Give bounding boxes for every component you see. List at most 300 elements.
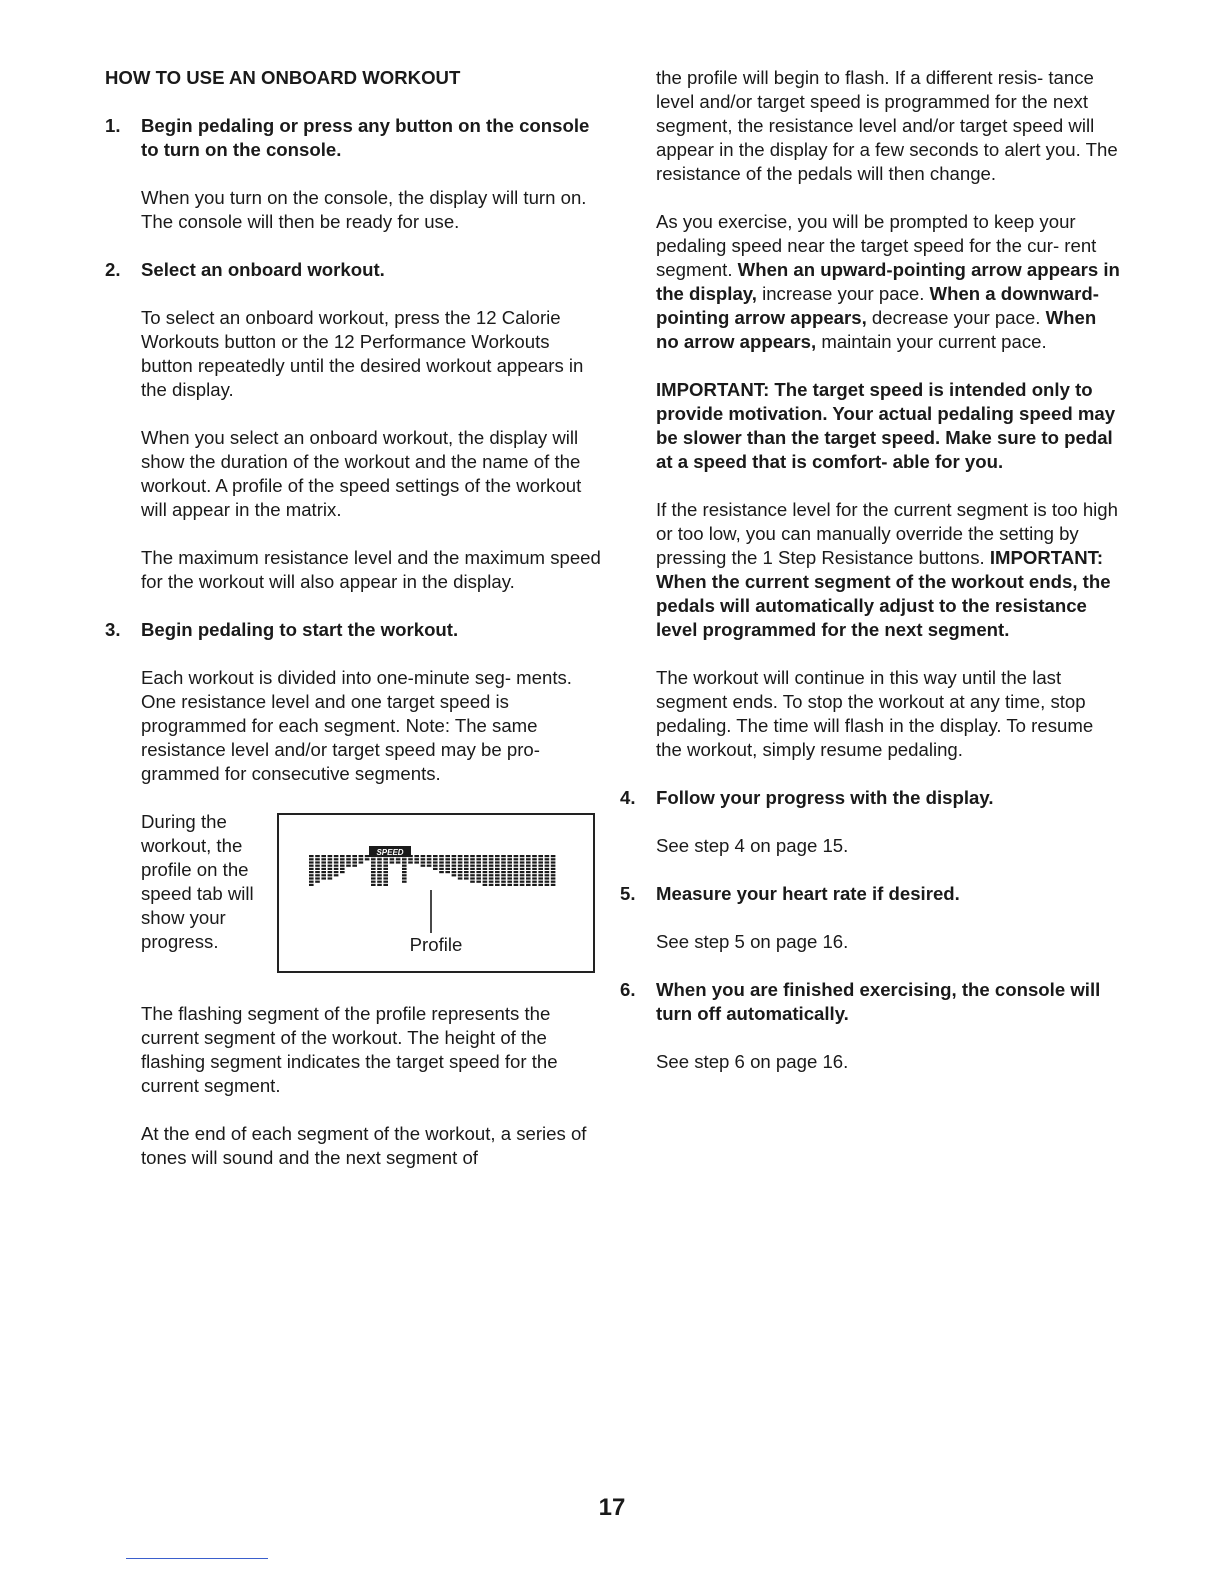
matrix-cell — [526, 861, 531, 863]
step-3-number: 3. — [105, 619, 121, 640]
step-1-title — [105, 114, 605, 162]
matrix-cell — [371, 861, 376, 863]
matrix-cell — [371, 858, 376, 860]
matrix-cell — [309, 861, 314, 863]
arrow-bold-2: When a downward-pointing arrow appears, — [656, 283, 1099, 328]
matrix-cell — [414, 861, 419, 863]
matrix-cell — [439, 868, 444, 870]
matrix-cell — [377, 865, 382, 867]
matrix-cell — [520, 865, 525, 867]
matrix-cell — [532, 855, 537, 857]
profile-label: Profile — [409, 934, 463, 955]
step-4-number: 4. — [620, 787, 636, 808]
matrix-cell — [445, 855, 450, 857]
matrix-cell — [532, 858, 537, 860]
matrix-cell — [514, 871, 519, 873]
matrix-cell — [501, 874, 506, 876]
matrix-cell — [334, 861, 339, 863]
matrix-cell — [377, 881, 382, 883]
matrix-cell — [551, 858, 556, 860]
matrix-cell — [470, 855, 475, 857]
step-6-title — [620, 978, 1120, 1026]
matrix-cell — [439, 858, 444, 860]
matrix-cell — [346, 861, 351, 863]
matrix-cell — [507, 881, 512, 883]
matrix-cell — [532, 865, 537, 867]
step-2-paragraph-2: When you select an onboard workout, the display will show the duration of the workout and the name of the workout. A profile of the speed settings of the workout will appear in the matrix. — [141, 427, 582, 520]
matrix-cell — [507, 868, 512, 870]
step-2-paragraph-3: The maximum resistance level and the maximum speed for the workout will also appear in the display. — [141, 547, 601, 592]
matrix-cell — [520, 861, 525, 863]
matrix-cell — [383, 874, 388, 876]
matrix-cell — [551, 868, 556, 870]
page-number: 17 — [598, 1494, 626, 1521]
matrix-cell — [396, 858, 401, 860]
matrix-cell — [476, 858, 481, 860]
matrix-cell — [470, 865, 475, 867]
matrix-cell — [433, 868, 438, 870]
step-6-number: 6. — [620, 979, 636, 1000]
matrix-cell — [427, 855, 432, 857]
matrix-cell — [309, 874, 314, 876]
matrix-cell — [551, 874, 556, 876]
matrix-cell — [476, 861, 481, 863]
matrix-cell — [452, 868, 457, 870]
matrix-cell — [421, 861, 426, 863]
matrix-cell — [476, 868, 481, 870]
matrix-cell — [346, 858, 351, 860]
matrix-cell — [507, 858, 512, 860]
matrix-cell — [507, 865, 512, 867]
arrow-bold-1: When an upward-pointing arrow appears in the display, — [656, 259, 1120, 304]
matrix-cell — [501, 881, 506, 883]
matrix-cell — [501, 868, 506, 870]
matrix-cell — [371, 868, 376, 870]
matrix-cell — [538, 855, 543, 857]
matrix-cell — [377, 871, 382, 873]
step-2-number: 2. — [105, 259, 121, 280]
matrix-cell — [526, 868, 531, 870]
matrix-cell — [359, 855, 364, 857]
matrix-cell — [377, 874, 382, 876]
matrix-cell — [489, 855, 494, 857]
matrix-cell — [371, 871, 376, 873]
matrix-cell — [464, 868, 469, 870]
matrix-cell — [470, 871, 475, 873]
step-6-title-text: When you are finished exercising, the console will turn off automatically. — [656, 979, 1101, 1024]
matrix-cell — [321, 877, 326, 879]
matrix-cell — [532, 884, 537, 886]
matrix-cell — [452, 861, 457, 863]
matrix-cell — [483, 861, 488, 863]
matrix-cell — [315, 855, 320, 857]
matrix-cell — [427, 865, 432, 867]
matrix-cell — [514, 874, 519, 876]
matrix-cell — [532, 868, 537, 870]
arrow-text-4: maintain your current pace. — [816, 331, 1047, 352]
matrix-cell — [458, 861, 463, 863]
matrix-cell — [346, 865, 351, 867]
matrix-cell — [520, 871, 525, 873]
matrix-cell — [476, 865, 481, 867]
matrix-cell — [315, 877, 320, 879]
matrix-cell — [421, 855, 426, 857]
arrow-text-1: As you exercise, you will be prompted to keep your pedaling speed near the target speed for the cur- rent segment. — [656, 211, 1097, 280]
matrix-cell — [507, 861, 512, 863]
matrix-cell — [532, 861, 537, 863]
matrix-cell — [309, 855, 314, 857]
matrix-cell — [545, 861, 550, 863]
matrix-cell — [321, 865, 326, 867]
matrix-cell — [507, 877, 512, 879]
matrix-cell — [445, 865, 450, 867]
matrix-cell — [551, 877, 556, 879]
step-6-paragraph: See step 6 on page 16. — [656, 1051, 849, 1072]
matrix-cell — [402, 868, 407, 870]
matrix-cell — [489, 884, 494, 886]
step-3-paragraph-2: The flashing segment of the profile represents the current segment of the workout. The height of the flashing segment indicates the target speed for the current segment. — [141, 1003, 558, 1096]
matrix-cell — [340, 865, 345, 867]
matrix-cell — [402, 871, 407, 873]
matrix-cell — [408, 861, 413, 863]
step-2-title — [105, 258, 605, 282]
matrix-cell — [427, 858, 432, 860]
matrix-cell — [538, 881, 543, 883]
matrix-cell — [315, 868, 320, 870]
matrix-cell — [433, 865, 438, 867]
matrix-cell — [371, 877, 376, 879]
matrix-cell — [315, 874, 320, 876]
matrix-cell — [464, 861, 469, 863]
matrix-cell — [421, 858, 426, 860]
matrix-cell — [495, 868, 500, 870]
matrix-cell — [321, 861, 326, 863]
matrix-cell — [402, 877, 407, 879]
footer-rule — [126, 1558, 268, 1559]
matrix-cell — [433, 858, 438, 860]
matrix-cell — [458, 858, 463, 860]
step-3-paragraph-1: Each workout is divided into one-minute seg- ments. One resistance level and one target speed is programmed for each segment. Note: The same resistance level and/or target speed may be pro- grammed for consecutive segments. — [141, 667, 572, 784]
matrix-cell — [476, 874, 481, 876]
matrix-cell — [371, 874, 376, 876]
matrix-cell — [501, 871, 506, 873]
matrix-cell — [483, 881, 488, 883]
matrix-cell — [458, 871, 463, 873]
matrix-cell — [452, 855, 457, 857]
matrix-cell — [483, 871, 488, 873]
matrix-cell — [538, 868, 543, 870]
matrix-cell — [470, 877, 475, 879]
matrix-cell — [464, 865, 469, 867]
matrix-cell — [545, 874, 550, 876]
matrix-cell — [439, 865, 444, 867]
matrix-cell — [545, 865, 550, 867]
matrix-cell — [520, 874, 525, 876]
step-3-continued-paragraph: the profile will begin to flash. If a different resis- tance level and/or target speed is programmed for the next segment, the resistance level and/or target speed will appear in the display for a few seconds to alert you. The resistance of the pedals will then change. — [656, 67, 1118, 184]
matrix-cell — [377, 877, 382, 879]
matrix-cell — [483, 874, 488, 876]
matrix-cell — [507, 855, 512, 857]
matrix-cell — [383, 877, 388, 879]
important-target-speed: IMPORTANT: The target speed is intended only to provide motivation. Your actual pedaling speed may be slower than the target speed. Make sure to pedal at a speed that is comfort- able for you. — [656, 379, 1116, 472]
matrix-cell — [507, 884, 512, 886]
matrix-cell — [365, 855, 370, 857]
speed-tab-label: SPEED — [376, 848, 404, 857]
arrow-text-3: decrease your pace. — [866, 307, 1046, 328]
matrix-cell — [545, 868, 550, 870]
matrix-cell — [408, 858, 413, 860]
step-5-number: 5. — [620, 883, 636, 904]
matrix-cell — [402, 865, 407, 867]
matrix-cell — [346, 855, 351, 857]
matrix-cell — [501, 865, 506, 867]
matrix-cell — [445, 861, 450, 863]
matrix-cell — [328, 855, 333, 857]
matrix-cell — [501, 858, 506, 860]
matrix-cell — [489, 881, 494, 883]
matrix-cell — [483, 855, 488, 857]
matrix-cell — [545, 884, 550, 886]
matrix-cell — [483, 868, 488, 870]
matrix-cell — [526, 858, 531, 860]
matrix-cell — [340, 861, 345, 863]
matrix-cell — [470, 861, 475, 863]
matrix-cell — [483, 884, 488, 886]
matrix-cell — [551, 884, 556, 886]
matrix-cell — [507, 871, 512, 873]
matrix-cell — [520, 855, 525, 857]
matrix-cell — [328, 865, 333, 867]
matrix-cell — [514, 877, 519, 879]
matrix-cell — [495, 861, 500, 863]
matrix-cell — [315, 865, 320, 867]
matrix-cell — [452, 874, 457, 876]
matrix-cell — [321, 868, 326, 870]
matrix-cell — [514, 884, 519, 886]
matrix-cell — [371, 865, 376, 867]
matrix-cell — [464, 877, 469, 879]
matrix-cell — [501, 861, 506, 863]
matrix-cell — [390, 858, 395, 860]
matrix-cell — [545, 858, 550, 860]
matrix-cell — [532, 874, 537, 876]
matrix-cell — [489, 868, 494, 870]
matrix-cell — [402, 858, 407, 860]
matrix-cell — [359, 861, 364, 863]
matrix-cell — [495, 877, 500, 879]
matrix-cell — [340, 871, 345, 873]
matrix-cell — [545, 871, 550, 873]
step-1-title-text: Begin pedaling or press any button on the console to turn on the console. — [141, 115, 590, 160]
matrix-cell — [328, 868, 333, 870]
matrix-cell — [526, 865, 531, 867]
step-2-paragraph-1: To select an onboard workout, press the 12 Calorie Workouts button or the 12 Performance Workouts button repeatedly until the desired workout appears in the display. — [141, 307, 584, 400]
step-5-title-text: Measure your heart rate if desired. — [656, 883, 960, 904]
matrix-cell — [495, 881, 500, 883]
matrix-cell — [551, 865, 556, 867]
step-4-title — [620, 786, 1120, 810]
matrix-cell — [328, 861, 333, 863]
matrix-cell — [489, 861, 494, 863]
matrix-cell — [545, 881, 550, 883]
matrix-cell — [383, 861, 388, 863]
matrix-cell — [315, 861, 320, 863]
matrix-cell — [328, 858, 333, 860]
matrix-cell — [520, 884, 525, 886]
matrix-cell — [514, 855, 519, 857]
matrix-cell — [501, 884, 506, 886]
matrix-cell — [402, 861, 407, 863]
override-text: If the resistance level for the current segment is too high or too low, you can manually override the setting by pressing the 1 Step Resistance buttons. — [656, 499, 1118, 568]
matrix-cell — [489, 871, 494, 873]
matrix-cell — [328, 877, 333, 879]
matrix-cell — [501, 855, 506, 857]
matrix-cell — [352, 855, 357, 857]
matrix-cell — [551, 871, 556, 873]
matrix-cell — [483, 858, 488, 860]
matrix-cell — [402, 881, 407, 883]
matrix-cell — [321, 858, 326, 860]
matrix-cell — [315, 881, 320, 883]
matrix-cell — [383, 865, 388, 867]
matrix-cell — [340, 855, 345, 857]
matrix-cell — [334, 874, 339, 876]
matrix-cell — [514, 858, 519, 860]
matrix-cell — [439, 855, 444, 857]
matrix-cell — [526, 881, 531, 883]
override-paragraph — [620, 498, 1120, 642]
matrix-cell — [489, 877, 494, 879]
matrix-cell — [334, 871, 339, 873]
matrix-cell — [538, 877, 543, 879]
matrix-cell — [309, 871, 314, 873]
matrix-cell — [538, 871, 543, 873]
matrix-cell — [470, 881, 475, 883]
step-3-title-text: Begin pedaling to start the workout. — [141, 619, 459, 640]
step-4-paragraph: See step 4 on page 15. — [656, 835, 849, 856]
matrix-cell — [495, 884, 500, 886]
matrix-cell — [334, 865, 339, 867]
step-4-title-text: Follow your progress with the display. — [656, 787, 994, 808]
matrix-cell — [458, 865, 463, 867]
matrix-cell — [427, 861, 432, 863]
matrix-cell — [495, 865, 500, 867]
matrix-cell — [551, 881, 556, 883]
matrix-cell — [532, 871, 537, 873]
arrow-text-2: increase your pace. — [756, 283, 930, 304]
matrix-cell — [340, 868, 345, 870]
matrix-cell — [538, 858, 543, 860]
step-1-number: 1. — [105, 115, 121, 136]
matrix-cell — [464, 874, 469, 876]
matrix-cell — [483, 877, 488, 879]
step-2-title-text: Select an onboard workout. — [141, 259, 385, 280]
matrix-cell — [445, 858, 450, 860]
matrix-cell — [421, 865, 426, 867]
matrix-cell — [464, 858, 469, 860]
matrix-cell — [520, 858, 525, 860]
matrix-cell — [433, 855, 438, 857]
matrix-cell — [501, 877, 506, 879]
matrix-cell — [352, 858, 357, 860]
matrix-cell — [470, 874, 475, 876]
matrix-cell — [538, 861, 543, 863]
matrix-cell — [383, 884, 388, 886]
matrix-cell — [476, 871, 481, 873]
matrix-cell — [414, 855, 419, 857]
matrix-cell — [352, 865, 357, 867]
matrix-cell — [315, 871, 320, 873]
matrix-cell — [520, 868, 525, 870]
matrix-cell — [526, 871, 531, 873]
matrix-cell — [458, 877, 463, 879]
matrix-cell — [483, 865, 488, 867]
matrix-cell — [309, 884, 314, 886]
matrix-cell — [464, 855, 469, 857]
step-3-paragraph-3: At the end of each segment of the workout, a series of tones will sound and the next segment of — [141, 1123, 587, 1168]
matrix-cell — [321, 855, 326, 857]
matrix-cell — [309, 877, 314, 879]
matrix-cell — [526, 874, 531, 876]
matrix-cell — [514, 881, 519, 883]
arrow-prompts-paragraph — [620, 210, 1120, 354]
matrix-cell — [476, 881, 481, 883]
left-column — [105, 66, 605, 1194]
matrix-cell — [359, 858, 364, 860]
matrix-cell — [452, 865, 457, 867]
matrix-cell — [352, 861, 357, 863]
step-5-paragraph: See step 5 on page 16. — [656, 931, 849, 952]
speed-profile-figure — [277, 813, 595, 973]
matrix-cell — [439, 871, 444, 873]
matrix-cell — [538, 874, 543, 876]
matrix-cell — [445, 871, 450, 873]
continue-paragraph: The workout will continue in this way until the last segment ends. To stop the workout at any time, stop pedaling. The time will flash in the display. To resume the workout, simply resume pedaling. — [656, 667, 1094, 760]
matrix-cell — [377, 861, 382, 863]
matrix-cell — [452, 871, 457, 873]
matrix-cell — [551, 861, 556, 863]
matrix-cell — [309, 868, 314, 870]
arrow-bold-3: When no arrow appears, — [656, 307, 1097, 352]
matrix-cell — [383, 881, 388, 883]
matrix-cell — [520, 877, 525, 879]
matrix-cell — [371, 884, 376, 886]
matrix-cell — [470, 858, 475, 860]
matrix-cell — [334, 868, 339, 870]
matrix-cell — [340, 858, 345, 860]
matrix-cell — [514, 868, 519, 870]
matrix-cell — [309, 865, 314, 867]
matrix-cell — [439, 861, 444, 863]
matrix-cell — [414, 858, 419, 860]
matrix-cell — [458, 874, 463, 876]
matrix-cell — [545, 855, 550, 857]
override-important: IMPORTANT: When the current segment of the workout ends, the pedals will automatically adjust to the resistance level programmed for the next segment. — [656, 547, 1111, 640]
matrix-cell — [383, 868, 388, 870]
figure-caption-text: During the workout, the profile on the speed tab will show your progress. — [141, 811, 254, 952]
matrix-cell — [507, 874, 512, 876]
matrix-cell — [538, 884, 543, 886]
matrix-cell — [365, 858, 370, 860]
matrix-cell — [334, 858, 339, 860]
matrix-cell — [464, 871, 469, 873]
matrix-cell — [321, 874, 326, 876]
matrix-cell — [526, 877, 531, 879]
matrix-cell — [526, 884, 531, 886]
step-1-paragraph: When you turn on the console, the display will turn on. The console will then be ready for use. — [141, 187, 587, 232]
step-5-title — [620, 882, 1120, 906]
matrix-cell — [470, 868, 475, 870]
